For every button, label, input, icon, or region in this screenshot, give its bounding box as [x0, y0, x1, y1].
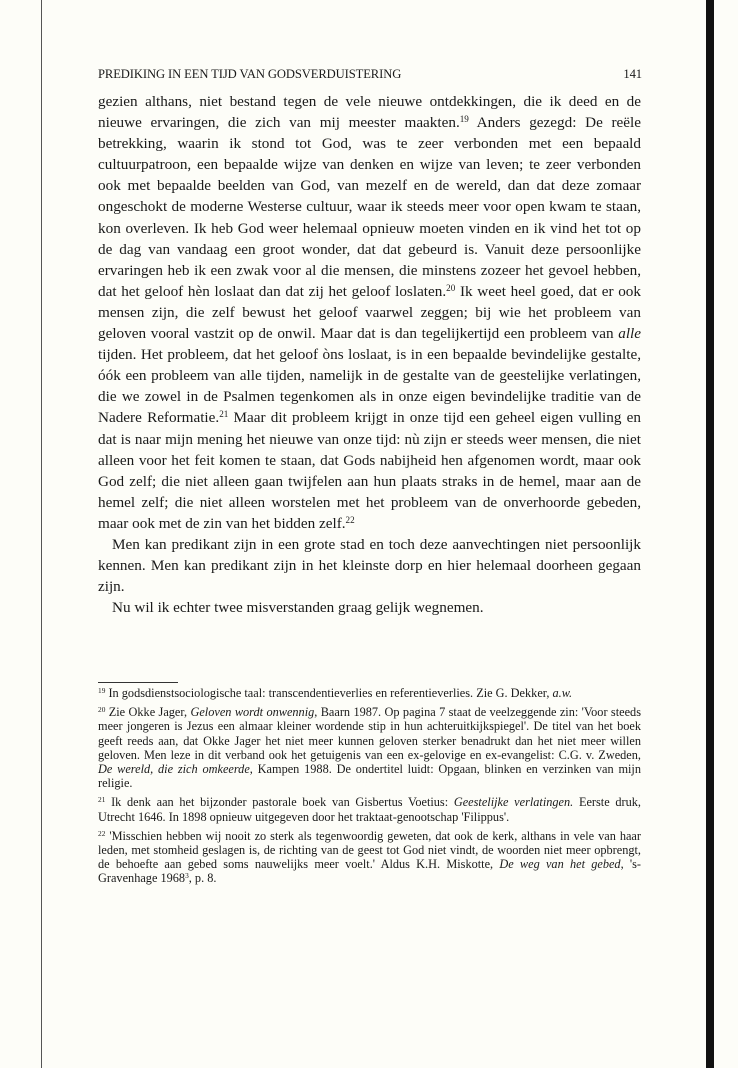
- text-run: Zie Okke Jager,: [105, 705, 191, 720]
- text-run: Ik weet heel goed, dat er ook mensen zijn, die zelf bewust het geloof vaarwel zeggen; bij wie het probleem van geloven vooral vastzit op de onwil. Maar dat is dan tegelijkertijd een probleem van: [98, 282, 641, 343]
- footnote-reference: 20: [98, 705, 106, 715]
- italic-text: De weg van het gebed: [499, 857, 621, 872]
- footnote-rule: [98, 682, 178, 683]
- text-run: tijden. Het probleem, dat het geloof òns loslaat, is in een bepaalde bevindelijke gestalte, óók een probleem van alle tijden, namelijk in de gestalte van de geestelijke verlatingen, die we zowel in de Psalmen tegenkomen als in onze eigen bevindelijke traditie van de Nadere Reformatie.: [98, 346, 641, 427]
- footnote-reference: 22: [345, 514, 355, 525]
- paragraph: [98, 534, 641, 597]
- page-number: 141: [623, 67, 642, 81]
- italic-text: alle: [618, 325, 641, 343]
- footnote-reference: 21: [98, 795, 106, 805]
- footnote: [98, 829, 641, 886]
- italic-text: Geestelijke verlatingen.: [453, 795, 574, 810]
- text-run: 'Misschien hebben wij nooit zo sterk als tegenwoordig geweten, dat ook de kerk, althans in vele van haar leden, met stomheid geslagen is, de richting van de geest tot God niet vindt, de woorden niet meer opbrengt, de behoefte aan gebed soms nauwelijks meer voelt.' Aldus K.H. Miskotte,: [98, 828, 641, 872]
- footnotes: [98, 686, 641, 891]
- footnote-reference: 19: [98, 685, 106, 695]
- body-text: [98, 91, 641, 618]
- text-run: Maar dit probleem krijgt in onze tijd een geheel eigen vulling en dat is naar mijn mening het nieuwe van onze tijd: nù zijn er steeds weer mensen, die niet alleen voor het feit komen te staan, dat Gods nabijheid hen afgenomen wordt, maar ook God zelf; die niet alleen gaan twijfelen aan hun plaats straks in de hemel, maar aan de hemel zelf; die niet alleen worstelen met het probleem van de onverhoorde gebeden, maar ook met de zin van het bidden zelf.: [98, 409, 641, 532]
- text-run: gezien althans, niet bestand tegen de vele nieuwe ontdekkingen, die ik deed en de nieuwe ervaringen, die zich van mij meester maakten.: [98, 93, 641, 132]
- italic-text: a.w.: [552, 686, 573, 700]
- running-title: PREDIKING IN EEN TIJD VAN GODSVERDUISTERING: [98, 67, 402, 81]
- text-run: Eerste druk, Utrecht 1646. In 1898 opnieuw uitgegeven door het traktaat-genootschap 'Filippus'.: [98, 795, 641, 824]
- footnote: [98, 686, 641, 700]
- page-left-edge: [41, 0, 42, 1068]
- text-run: , p. 8.: [188, 871, 217, 886]
- text-run: In godsdienstsociologische taal: transcendentieverlies en referentieverlies. Zie G. Dekker,: [105, 686, 553, 700]
- footnote-reference: 3: [185, 871, 189, 881]
- text-run: , 's-Gravenhage 1968: [98, 857, 641, 886]
- text-run: Men kan predikant zijn in een grote stad en toch deze aanvechtingen niet persoonlijk kennen. Men kan predikant zijn in het kleinste dorp en hier helemaal doorheen gegaan zijn.: [98, 535, 641, 596]
- footnote-reference: 20: [446, 282, 456, 293]
- footnote-reference: 21: [219, 409, 229, 420]
- scan-margin: [714, 0, 738, 1068]
- text-run: Anders gezegd: De reële betrekking, waarin ik stond tot God, was te zeer verbonden met een bepaald cultuurpatroon, een bepaalde wijze van denken en wijze van leven; te zeer verbonden ook met bepaalde beelden van God, van mezelf en de wereld, dan dat deze zomaar ongeschokt de moderne Westerse cultuur, waar ik steeds meer voor open kwam te staan, kon overleven. Ik heb God weer helemaal opnieuw moeten vinden en ik vind het tot op de dag van vandaag een groot wonder, dat dat gebeurd is. Vanuit deze persoonlijke ervaringen heb ik een zwak voor al die mensen, die minstens zozeer het gevoel hebben, dat het geloof hèn loslaat dan dat zij het geloof loslaten.: [98, 114, 641, 300]
- text-run: , Baarn 1987. Op pagina 7 staat de veelzeggende zin: 'Voor steeds meer jongeren is Jezus een almaar kleiner wordende stip in hun achteruitkijkspiegel'. De titel van het boek geeft reeds aan, dat Okke Jager het niet meer kunnen geloven sterker benadrukt dan het niet meer willen geloven. Men leze in dit verband ook het getuigenis van een ex-gelovige en ex-evangelist: C.G. v. Zweden,: [98, 705, 641, 762]
- running-header: [98, 67, 642, 82]
- italic-text: De wereld, die zich omkeerde: [98, 762, 250, 777]
- footnote: [98, 705, 641, 790]
- page-right-edge: [706, 0, 714, 1068]
- text-run: Nu wil ik echter twee misverstanden graag gelijk wegnemen.: [112, 599, 484, 617]
- footnote-reference: 22: [98, 828, 106, 838]
- footnote: [98, 795, 641, 823]
- text-run: Ik denk aan het bijzonder pastorale boek van Gisbertus Voetius:: [105, 795, 454, 810]
- text-run: , Kampen 1988. De ondertitel luidt: Opgaan, blinken en verzinken van mijn religie.: [98, 762, 641, 791]
- paragraph: [98, 91, 641, 534]
- italic-text: Geloven wordt onwennig: [190, 705, 315, 720]
- paragraph: [98, 597, 641, 618]
- footnote-reference: 19: [459, 114, 469, 125]
